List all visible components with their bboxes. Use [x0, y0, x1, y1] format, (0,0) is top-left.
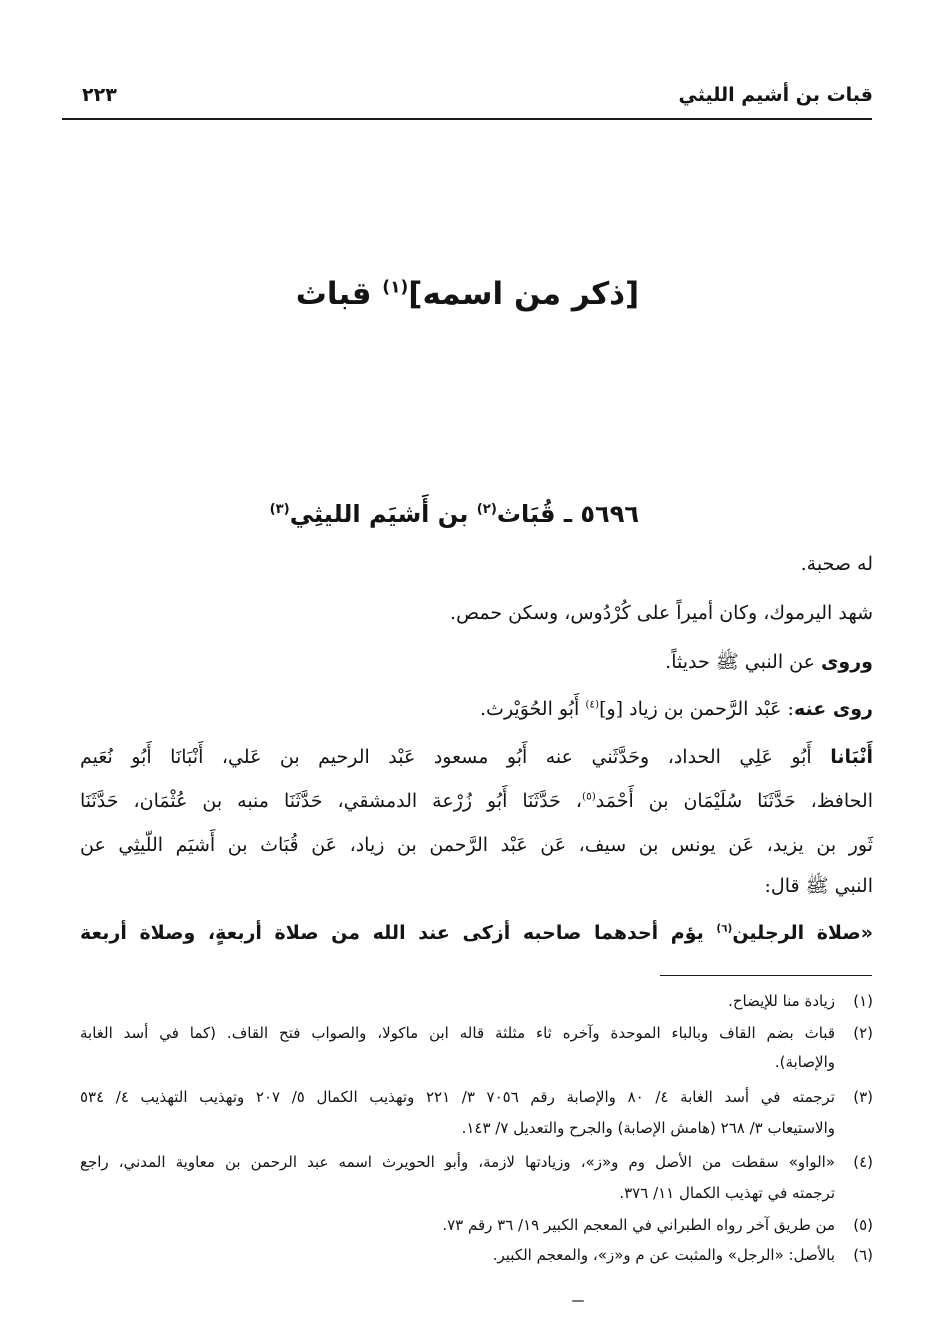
body-line-prophet-said: النبي ﷺ قال:: [764, 875, 873, 897]
footnote-rule: [660, 975, 872, 976]
footnote-number: (٥): [853, 1216, 873, 1234]
body-line-isnad-2: [80, 790, 873, 812]
section-heading-text: [ذكر من اسمه]: [408, 276, 640, 312]
footnote-number: (٣): [853, 1088, 873, 1106]
running-title: قبات بن أشيم الليثي: [678, 84, 873, 106]
body-text: ، حَدَّثَنَا أَبُو زُرْعة الدمشقي، حَدَّثَنَا منبه بن عُثْمَان، حَدَّثَنَا: [80, 790, 583, 812]
body-line-isnad-1: [80, 746, 873, 768]
footnote-number: (١): [853, 992, 873, 1010]
hadith-text: «صلاة الرجلين: [732, 922, 873, 944]
footnote-marker: (٥): [582, 790, 596, 803]
body-text: الحافظ، حَدَّثَنَا سُلَيْمَان بن أَحْمَد: [595, 790, 874, 812]
footnote-text: قباث بضم القاف وبالباء الموحدة وآخره ثاء مثلثة قاله ابن ماكولا، والصواب فتح القاف. (كما في أسد الغابة: [80, 1024, 835, 1042]
entry-name-rest: بن أَشيَم الليثِي: [289, 500, 477, 528]
body-line-hadith: [80, 922, 873, 944]
body-text: أَبُو الحُوَيْرث.: [480, 698, 586, 720]
footnote-text: والاستيعاب ٣/ ٢٦٨ (هامش الإصابة) والجرح والتعديل ٧/ ١٤٣.: [461, 1119, 835, 1137]
entry-name-first: قُبَاث: [496, 500, 556, 528]
footnote-number: (٦): [853, 1246, 873, 1264]
body-line-narrated: [665, 650, 873, 678]
body-line-companionship: له صحبة.: [800, 553, 873, 575]
footnote-marker: (٣): [269, 502, 290, 517]
footnote-marker: (١): [382, 277, 409, 298]
section-heading-name: قباث: [295, 276, 383, 312]
print-mark: [572, 1300, 584, 1302]
bold-term: أَنْبَانا: [830, 746, 873, 768]
footnote-marker: (٢): [476, 502, 497, 517]
section-heading: [0, 276, 935, 312]
footnote-text: والإصابة).: [774, 1053, 835, 1071]
footnote-text: من طريق آخر رواه الطبراني في المعجم الكبير ١٩/ ٣٦ رقم ٧٣.: [442, 1216, 835, 1234]
footnote-text: زيادة منا للإيضاح.: [728, 992, 835, 1010]
bold-term: روى عنه: [793, 698, 873, 720]
header-rule: [62, 118, 872, 120]
footnote-text: ترجمته في أسد الغابة ٤/ ٨٠ والإصابة رقم ٧٠٥٦ ٣/ ٢٢١ وتهذيب الكمال ٥/ ٢٠٧ وتهذيب التهذيب ٤/ ٥٣٤: [80, 1088, 835, 1106]
footnote-number: (٤): [853, 1153, 873, 1171]
entry-number: ٥٦٩٦ ـ: [555, 500, 639, 528]
body-line-narrators: [480, 698, 873, 720]
page-number: ٢٢٣: [82, 84, 117, 106]
entry-heading: [270, 500, 639, 528]
footnote-marker: (٦): [716, 922, 733, 935]
body-text: عن النبي ﷺ حديثاً.: [665, 651, 822, 673]
footnote-text: بالأصل: «الرجل» والمثبت عن م و«ز»، والمعجم الكبير.: [492, 1246, 835, 1264]
body-text: أَبُو عَلِي الحداد، وحَدَّثَني عنه أَبُو مسعود عَبْد الرحيم بن عَلي، أَنْبَانَا أَبُو نُعَيم: [80, 746, 831, 768]
footnote-text: «الواو» سقطت من الأصل وم و«ز»، وزيادتها لازمة، وأبو الحويرث اسمه عبد الرحمن بن معاوية المدني، راجع: [80, 1153, 835, 1171]
footnote-number: (٢): [853, 1024, 873, 1042]
body-line-yarmouk: شهد اليرموك، وكان أميراً على كُرْدُوس، وسكن حمص.: [450, 602, 873, 624]
footnote-marker: (٤): [585, 698, 600, 711]
body-line-isnad-3: ثَور بن يزيد، عَن يونس بن سيف، عَن عَبْد الرَّحمن بن زياد، عَن قُبَاث بن أَشيَم اللّيثِي عن: [80, 834, 873, 856]
body-text: : عَبْد الرَّحمن بن زياد [و]: [599, 698, 794, 720]
bold-term: وروى: [821, 651, 873, 673]
footnote-text: ترجمته في تهذيب الكمال ١١/ ٣٧٦.: [619, 1184, 835, 1202]
hadith-text: يؤم أحدهما صاحبه أزكى عند الله من صلاة أربعةٍ، وصلاة أربعة: [80, 922, 717, 944]
